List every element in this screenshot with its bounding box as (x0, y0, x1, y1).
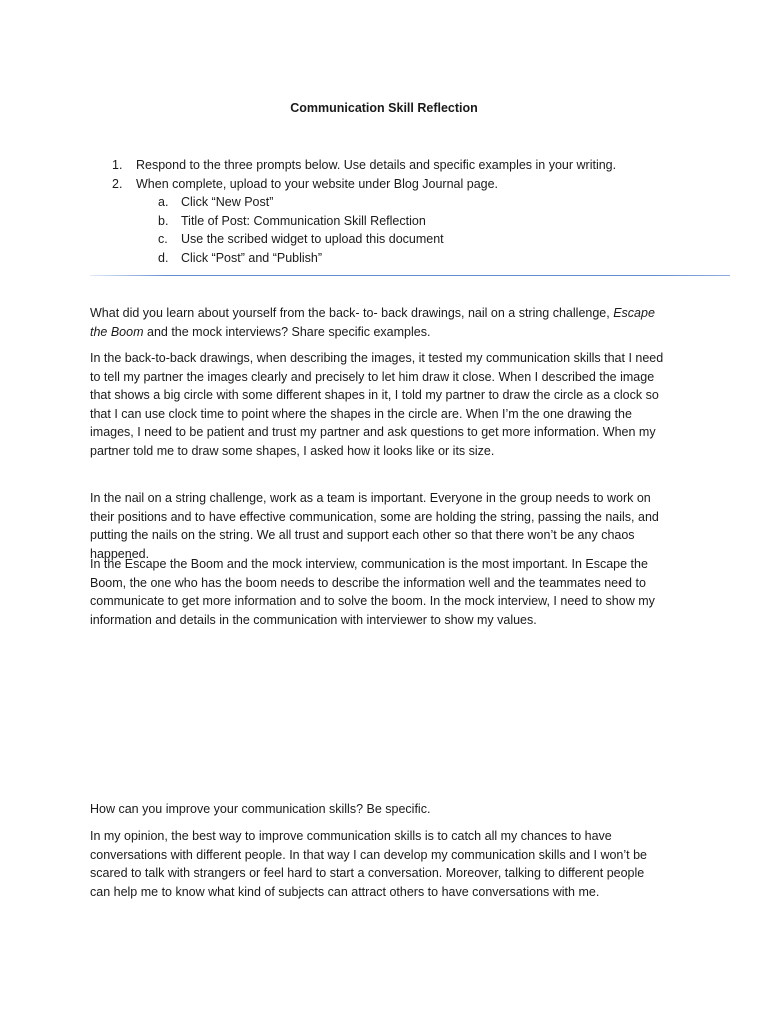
list-marker: b. (158, 213, 169, 228)
paragraph-line: that shows a big circle with some different shapes in it, I told my partner to draw the circle as a clock so (90, 388, 659, 403)
instruction-subitem (0, 249, 768, 268)
paragraph-line: In the back-to-back drawings, when describing the images, it tested my communication skills that I need (90, 351, 664, 365)
instructions-list (0, 156, 768, 267)
paragraph-line: In the Escape the Boom and the mock interview, communication is the most important. In Escape the (90, 557, 648, 571)
instruction-text: Click “Post” and “Publish” (181, 250, 323, 265)
instruction-subitem (0, 212, 768, 231)
paragraph-line: information and details in the communication with interviewer to show my values. (90, 612, 537, 627)
prompt-text: What did you learn about yourself from the back- to- back drawings, nail on a string challenge, (90, 306, 614, 320)
prompt-line (90, 323, 680, 342)
section-divider (90, 275, 730, 276)
instruction-text: Click “New Post” (181, 195, 274, 209)
answer-paragraph-escape-boom (90, 555, 680, 629)
prompt-question-1 (90, 304, 680, 341)
paragraph-line: scared to talk with strangers or feel hard to start a conversation. Moreover, talking to different people (90, 866, 645, 881)
answer-paragraph-nail-string (90, 489, 680, 563)
answer-paragraph-drawings (90, 349, 680, 461)
prompt-line (90, 304, 680, 323)
paragraph-line: In my opinion, the best way to improve communication skills is to catch all my chances to have (90, 829, 612, 843)
prompt-italic-text: Escape (613, 306, 655, 320)
instruction-subitem (0, 230, 768, 249)
paragraph-line: In the nail on a string challenge, work as a team is important. Everyone in the group needs to work on (90, 491, 651, 505)
list-marker: c. (158, 232, 168, 246)
document-title: Communication Skill Reflection (290, 101, 478, 115)
list-marker: a. (158, 195, 169, 209)
paragraph-line: can help me to know what kind of subjects can attract others to have conversations with me. (90, 884, 600, 899)
list-marker: d. (158, 250, 169, 265)
paragraph-line: happened. (90, 546, 150, 561)
answer-paragraph-improve (90, 827, 680, 901)
paragraph-line: that I can use clock time to point where the shapes in the circle are. When I’m the one drawing the (90, 406, 632, 421)
paragraph-line: partner told me to draw some shapes, I asked how it looks like or its size. (90, 443, 495, 458)
instruction-text: Respond to the three prompts below. Use details and specific examples in your writing. (136, 158, 617, 172)
instruction-text: When complete, upload to your website under Blog Journal page. (136, 176, 499, 191)
paragraph-line: conversations with different people. In that way I can develop my communication skills and I won’t be (90, 847, 648, 862)
prompt-italic-text: the Boom (90, 324, 144, 339)
prompt-text: and the mock interviews? Share specific examples. (143, 324, 431, 339)
instruction-item (0, 175, 768, 194)
list-marker: 2. (112, 176, 123, 191)
instruction-item (0, 156, 768, 175)
paragraph-line: to tell my partner the images clearly and precisely to let him draw it close. When I described the image (90, 369, 655, 384)
paragraph-line: their positions and to have effective communication, some are holding the string, passing the nails, and (90, 509, 659, 524)
instruction-text: Title of Post: Communication Skill Reflection (181, 213, 426, 228)
instruction-subitem (0, 193, 768, 212)
instruction-text: Use the scribed widget to upload this document (181, 232, 444, 246)
prompt-text: How can you improve your communication skills? Be specific. (90, 802, 431, 816)
paragraph-line: communicate to get more information and to solve the boom. In the mock interview, I need to show my (90, 594, 655, 609)
list-marker: 1. (112, 158, 123, 172)
paragraph-line: images, I need to be patient and trust my partner and ask questions to get more information. When my (90, 425, 656, 440)
prompt-question-2 (90, 800, 680, 819)
paragraph-line: Boom, the one who has the boom needs to describe the information well and the teammates need to (90, 575, 646, 590)
paragraph-line: putting the nails on the string. We all trust and support each other so that there won’t be any chaos (90, 528, 635, 543)
